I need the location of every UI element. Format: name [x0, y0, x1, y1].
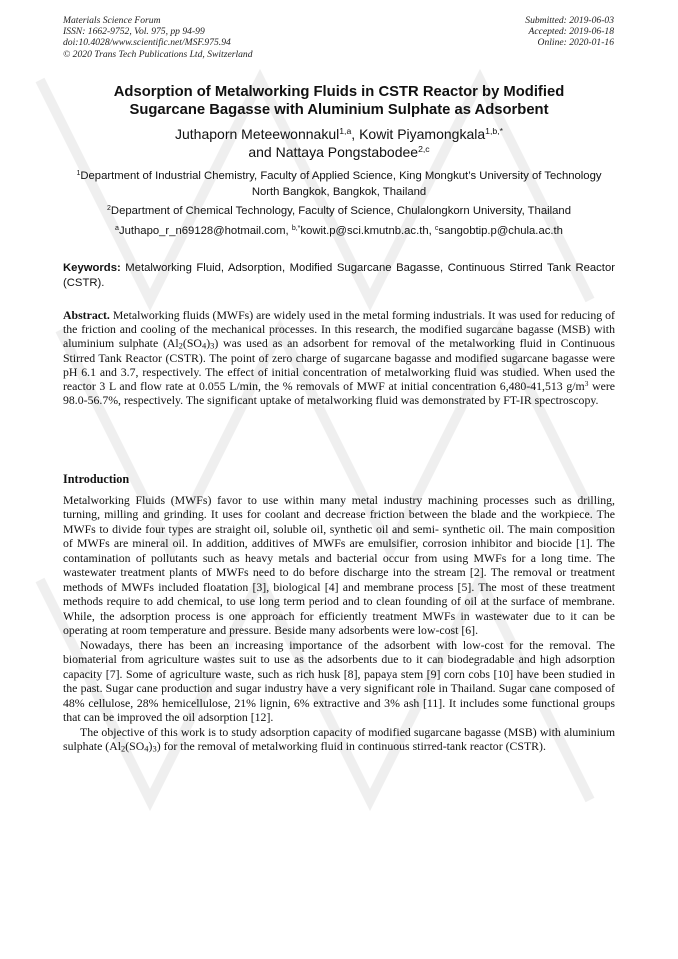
paragraph: Nowadays, there has been an increasing importance of the adsorbent with low-cost for the removal. The biomaterial from agriculture wastes suit to use as the adsorbents due to it can biodegradable and high adsorption capacity [7]. Some of agriculture waste, such as rich husk [8], papaya stem [9] corn cobs [10] have been studied in the past. Sugar cane production and sugar industry have a very significant role in Thailand. Sugar cane composed of 48% cellulose, 28% hemicellulose, 21% lignin, 6% extractive and 3% ash [11]. It includes some functional groups that can be improved the oil adsorption [12]. — [63, 637, 615, 725]
affiliation-2: $^2$Department of Chemical Technology, Faculty of Science, Chulalongkorn University, Thailand — [107, 205, 571, 217]
journal-info — [63, 15, 253, 60]
paragraph: Metalworking Fluids (MWFs) favor to use within many metal industry machining processes such as drilling, turning, milling and grinding. It uses for coolant and decrease friction between the blade and the workpiece. The MWFs to divide four types are straight oil, soluble oil, synthetic oil and semi- synthetic oil. The main composition of MWFs are mineral oil. In addition, additives of MWFs are emulsifier, corrosion inhibitor and biocide [1]. The contamination of pollutants such as heavy metals and bacterial occur from using MWFs for a long time. The wastewater treatment plants of MWFs need to do before discharge into the stream [2]. The removal or treatment methods of MWFs included floatation [3], biological [4] and membrane process [5]. The most of these treatment methods require to add chemical, to use long term period and to clean founding of oil at the surface of membrane. While, the adsorption process is one approach for efficiently treatment MWFs in wastewater due to it can be operating at room temperature and pressure. Beside many adsorbents were low-cost [6]. — [63, 493, 615, 638]
author-name: Juthaporn Meteewonnakul — [175, 126, 340, 142]
title-line-2: Sugarcane Bagasse with Aluminium Sulphate as Adsorbent — [129, 101, 549, 118]
publication-dates — [525, 15, 614, 49]
author-affil-sup: 1,b,* — [485, 126, 503, 137]
author-emails: $^a$Juthapo_r_n69128@hotmail.com, $^{b,*}$kowit.p@sci.kmutnb.ac.th, $^c$sangobtip.p@chula.ac.th — [115, 225, 563, 237]
abstract-label: Abstract. — [63, 308, 110, 322]
keywords-label: Keywords: — [63, 262, 121, 274]
abstract-section: Abstract. Metalworking fluids (MWFs) are widely used in the metal forming industrials. It was used for reducing of the friction and cooling of the mechanical processes. In this research, the modified sugarcane bagasse (MSB) with aluminium sulphate $(Al_2(SO_4)_3)$ was used as an adsorbent for removal of the metalworking fluid in Continuous Stirred Tank Reactor (CSTR). The point of zero charge of sugarcane bagasse and modified sugarcane bagasse were pH 6.1 and 3.7, respectively. The effect of initial concentration of metalworking fluid was studied. When used the reactor 3 L and flow rate at 0.055 L/min, the % removals of MWF at initial concentration 6,480-41,513 $g/m^3$ were 98.0-56.7%, respectively. The significant uptake of metalworking fluid was demonstrated by FT-IR spectroscopy. — [63, 308, 615, 408]
introduction-body — [63, 493, 615, 754]
section-heading-introduction: Introduction — [63, 472, 130, 486]
title-line-1: Adsorption of Metalworking Fluids in CSTR Reactor by Modified — [113, 84, 565, 100]
doi-line: doi:10.4028/www.scientific.net/MSF.975.94 — [63, 37, 231, 49]
journal-name: Materials Science Forum — [63, 15, 161, 26]
keywords-text: Metalworking Fluid, Adsorption, Modified Sugarcane Bagasse, Continuous Stirred Tank Reactor (CSTR). — [63, 262, 615, 289]
accepted-date: Accepted: 2019-06-18 — [528, 26, 614, 38]
email-link: kowit.p@sci.kmutnb.ac.th, — [300, 225, 435, 237]
keywords-section — [63, 261, 615, 290]
affiliation-1: $^1$Department of Industrial Chemistry, Faculty of Applied Science, King Mongkut’s University of Technology North Bangkok, Bangkok, Thailand — [76, 170, 602, 198]
submitted-date: Submitted: 2019-06-03 — [525, 15, 614, 26]
author-affil-sup: 1,a — [339, 126, 352, 137]
author-affil-sup: 2,c — [418, 143, 430, 154]
paragraph: The objective of this work is to study adsorption capacity of modified sugarcane bagasse (MSB) with aluminium sulphate $(Al_2(SO_4)_3)$ for the removal of metalworking fluid in continuous stirred-tank reactor (CSTR). — [63, 724, 615, 754]
email-link: Juthapo_r_n69128@hotmail.com, — [118, 225, 292, 237]
email-link: sangobtip.p@chula.ac.th — [438, 225, 563, 237]
author-name: Nattaya Pongstabodee — [275, 143, 419, 160]
copyright-line: © 2020 Trans Tech Publications Ltd, Switzerland — [63, 48, 253, 60]
online-date: Online: 2020-01-16 — [537, 37, 614, 49]
author-list: Juthaporn Meteewonnakul$^{1,a}$, Kowit Piyamongkala$^{1,b,*}$ and Nattaya Pongstabodee$^{2,c}$ — [175, 126, 503, 160]
author-name: Kowit Piyamongkala — [359, 126, 486, 142]
paper-title — [63, 84, 615, 119]
issn-line: ISSN: 1662-9752, Vol. 975, pp 94-99 — [63, 26, 205, 38]
